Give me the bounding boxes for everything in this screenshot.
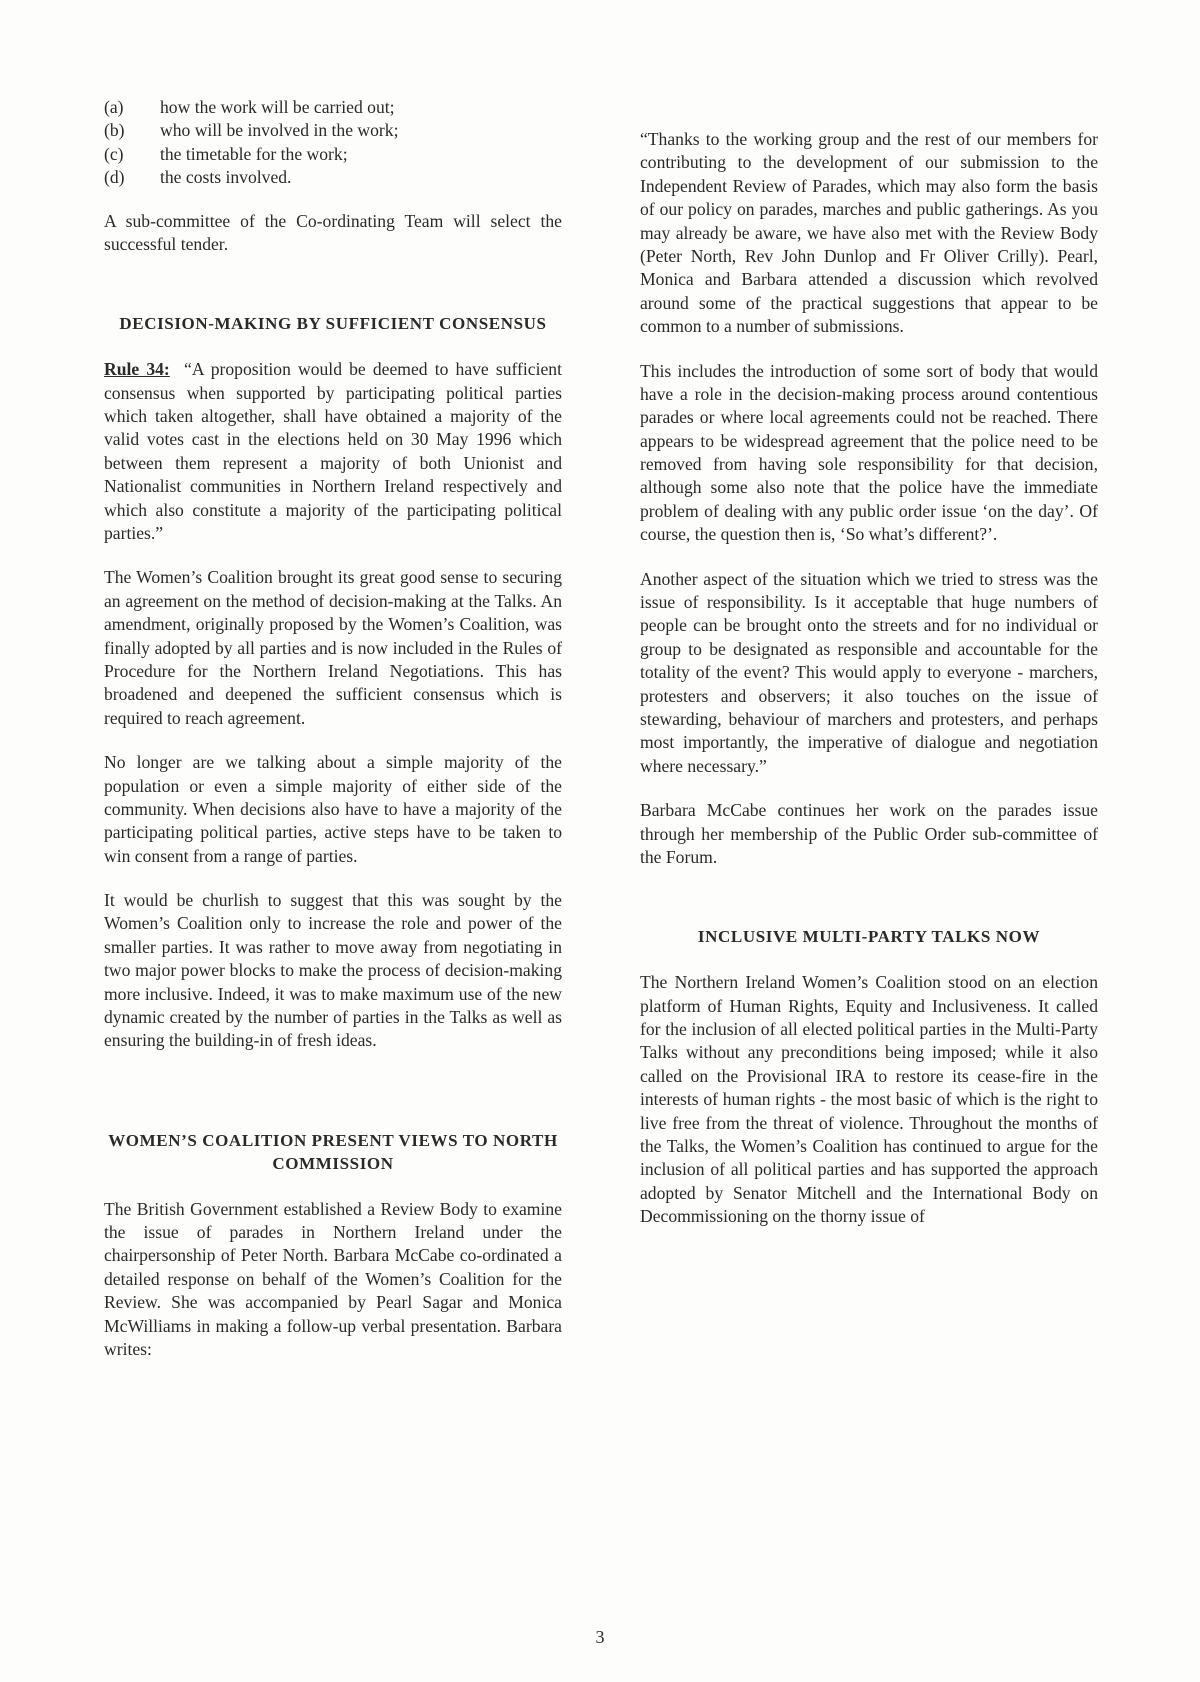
right-column (640, 128, 1098, 1250)
tender-paragraph: A sub-committee of the Co-ordinating Team will select the successful tender. (104, 210, 562, 254)
spacer (640, 890, 1098, 926)
spacer (104, 1074, 562, 1130)
body-paragraph: It would be churlish to suggest that this was sought by the Women’s Coalition only to increase the role and power of the smaller parties. It was rather to move away from negotiating in two major power blocks to make the process of decision-making more inclusive. Indeed, it was to make maximum use of the new dynamic created by the number of parties in the Talks as well as ensuring the building-in of fresh ideas. (104, 890, 562, 1051)
rule-label: Rule 34: (104, 359, 170, 380)
quote-paragraph: Another aspect of the situation which we tried to stress was the issue of responsibility. Is it acceptable that huge numbers of people can be brought onto the streets and for no individual or group to be designated as responsible and accountable for the totality of the event? This would apply to everyone - marchers, protesters and observers; it also touches on the issue of stewarding, behaviour of marchers and protesters, and perhaps most importantly, the imperative of dialogue and negotiation where necessary.” (640, 568, 1098, 776)
body-paragraph: The Northern Ireland Women’s Coalition stood on an election platform of Human Rights, Equity and Inclusiveness. It called for the inclusion of all elected political parties in the Multi-Party Talks without any preconditions being imposed; while it also called on the Provisional IRA to restore its cease-fire in the interests of human rights - the most basic of which is the right to live free from the threat of violence. Throughout the months of the Talks, the Women’s Coalition has continued to argue for the inclusion of all political parties and has supported the approach adopted by Senator Mitchell and the International Body on Decommissioning on the thorny issue of (640, 972, 1098, 1227)
tender-criteria-list (104, 96, 562, 190)
body-paragraph: The Women’s Coalition brought its great good sense to securing an agreement on the method of decision-making at the Talks. An amendment, originally proposed by the Women’s Coalition, was finally adopted by all parties and is now included in the Rules of Procedure for the Northern Ireland Negotiations. This has broadened and deepened the sufficient consensus which is required to reach agreement. (104, 567, 562, 728)
quote-paragraph: “Thanks to the working group and the rest of our members for contributing to the development of our submission to the Independent Review of Parades, which may also form the basis of our policy on parades, marches and public gatherings. As you may already be aware, we have also met with the Review Body (Peter North, Rev John Dunlop and Fr Oliver Crilly). Pearl, Monica and Barbara attended a discussion which revolved around some of the practical suggestions that appear to be common to a number of submissions. (640, 129, 1098, 337)
body-paragraph: Barbara McCabe continues her work on the parades issue through her membership of the Public Order sub-committee of the Forum. (640, 800, 1098, 867)
spacer (104, 277, 562, 313)
list-item: (a) how the work will be carried out; (104, 97, 395, 117)
body-paragraph: The British Government established a Review Body to examine the issue of parades in Northern Ireland under the chairpersonship of Peter North. Barbara McCabe co-ordinated a detailed response on behalf of the Women’s Coalition for the Review. She was accompanied by Pearl Sagar and Monica McWilliams in making a follow-up verbal presentation. Barbara writes: (104, 1198, 562, 1360)
body-paragraph: No longer are we talking about a simple majority of the population or even a simple majority of either side of the community. When decisions also have to have a majority of the participating political parties, active steps have to be taken to win consent from a range of parties. (104, 752, 562, 866)
left-column (104, 96, 562, 1382)
quote-paragraph: This includes the introduction of some sort of body that would have a role in the decision-making process around contentious parades or where local agreements could not be reached. There appears to be widespread agreement that the police need to be removed from having sole responsibility for that decision, although some also note that the police have the immediate problem of dealing with any public order issue ‘on the day’. Of course, the question then is, ‘So what’s different?’. (640, 360, 1098, 545)
section-heading-north-commission: WOMEN’S COALITION PRESENT VIEWS TO NORTH COMMISSION (108, 1130, 558, 1173)
page-number: 3 (595, 1627, 605, 1647)
section-heading-multi-party-talks: INCLUSIVE MULTI-PARTY TALKS NOW (697, 927, 1041, 947)
list-item: (d) the costs involved. (104, 167, 292, 188)
rule-34-paragraph (104, 358, 562, 545)
list-item: (c) the timetable for the work; (104, 143, 348, 164)
list-item: (b) who will be involved in the work; (104, 120, 399, 141)
rule-text: “A proposition would be deemed to have sufficient consensus when supported by participating political parties which taken altogether, shall have obtained a majority of the valid votes cast in the elections held on 30 May 1996 which between them represent a majority of both Unionist and Nationalist communities in Northern Ireland respectively and which also constitute a majority of the participating political parties.” (104, 359, 562, 544)
section-heading-decision-making: DECISION-MAKING BY SUFFICIENT CONSENSUS (119, 314, 547, 334)
